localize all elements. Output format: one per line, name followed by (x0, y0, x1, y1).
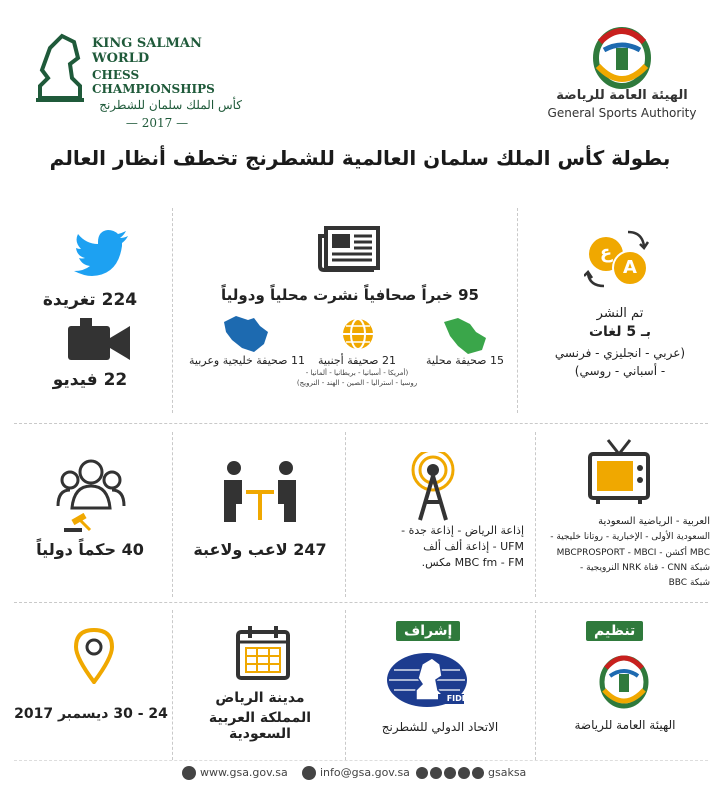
video-camera-icon (66, 318, 132, 364)
tv-line-2: السعودية الأولى - الإخبارية - روتانا خليجية - (550, 532, 710, 542)
gsa-logo (582, 22, 662, 90)
organizer-gsa-logo (592, 650, 656, 710)
twitter-icon (74, 230, 130, 276)
press-title: 95 خبراً صحافياً نشرت محلياً ودولياً (221, 286, 479, 304)
tv-icon (588, 438, 650, 506)
supervision-tag (396, 620, 460, 639)
organizer-tag (586, 620, 643, 639)
facebook-icon (458, 767, 470, 779)
lang-line-3: (عربي - انجليزي - فرنسي (554, 346, 686, 360)
organizer-name: الهيئة العامة للرياضة (574, 718, 676, 732)
venue-country: المملكة العربية السعودية (208, 710, 312, 742)
fide-text: FIDE (446, 694, 468, 703)
location-pin-icon (74, 628, 114, 684)
footer-email[interactable]: info@gsa.gov.sa (302, 766, 442, 786)
press-gulf: 11 صحيفة خليجية وعربية (188, 354, 305, 367)
organizer-label: تنظيم (586, 621, 643, 641)
radio-line-2: UFM - إذاعة ألف ألف (423, 540, 524, 553)
globe-icon (182, 766, 196, 780)
videos-count: 22 فيديو (52, 370, 128, 390)
chess-year: 2017 (141, 116, 173, 130)
supervision-label: إشراف (396, 621, 460, 641)
instagram-icon (430, 767, 442, 779)
glyph-en: A (623, 257, 637, 278)
players-icon (222, 460, 298, 524)
glyph-ar: ع (599, 242, 613, 263)
referees-icon (56, 458, 126, 534)
email-icon (302, 766, 316, 780)
tv-line-3: MBC أكشن - MBCPROSPORT - MBCI (556, 548, 710, 558)
tv-line-5: شبكة BBC (668, 578, 710, 588)
tweets-count: 224 تغريدة (42, 290, 138, 310)
footer-website[interactable]: www.gsa.gov.sa (182, 766, 322, 786)
headline: بطولة كأس الملك سلمان العالمية للشطرنج تخطف أنظار العالم (49, 146, 671, 170)
twitter-icon (416, 767, 428, 779)
venue-city: مدينة الرياض (215, 690, 305, 706)
footer-social[interactable]: gsaksa (416, 766, 536, 786)
globe-icon (340, 316, 376, 352)
lang-line-1: تم النشر (596, 306, 644, 321)
newspaper-icon (318, 226, 380, 272)
saudi-map-icon (440, 316, 488, 356)
referees-count: 40 حكماً دولياً (36, 540, 144, 559)
press-local: 15 صحيفة محلية (425, 354, 505, 367)
press-foreign-note-1: (أمريكا - أسبانيا - بريطانيا - ألمانيا - (305, 369, 409, 377)
radio-line-1: إذاعة الرياض - إذاعة جدة - (401, 524, 524, 537)
press-foreign: 21 صحيفة أجنبية (318, 354, 396, 367)
lang-line-4: - أسباني - روسي) (574, 364, 666, 378)
tv-line-1: العربية - الرياضية السعودية (598, 516, 710, 527)
chess-logo (30, 28, 90, 103)
radio-line-3: MBC fm - FM مكس. (421, 556, 524, 569)
snapchat-icon (444, 767, 456, 779)
radio-tower-icon (408, 452, 458, 522)
gsa-name-en: General Sports Authority (547, 106, 697, 120)
supervision-name: الاتحاد الدولي للشطرنج (381, 720, 499, 734)
gulf-map-icon (220, 314, 270, 354)
chess-title: KING SALMAN WORLD CHESS CHAMPIONSHIPS كأس الملك سلمان للشطرنج — 2017 — (92, 36, 242, 130)
players-count: 247 لاعب ولاعبة (193, 540, 327, 559)
lang-line-2: بـ 5 لغات (588, 324, 652, 340)
press-foreign-note-2: روسيا - استراليا - الصين - الهند - النرويج) (296, 379, 418, 387)
event-dates: 24 - 30 ديسمبر 2017 (14, 706, 168, 722)
tv-line-4: شبكة CNN - قناة NRK النرويجية - (580, 563, 710, 573)
youtube-icon (472, 767, 484, 779)
gsa-name-ar: الهيئة العامة للرياضة (556, 88, 688, 103)
calendar-icon (236, 624, 290, 680)
